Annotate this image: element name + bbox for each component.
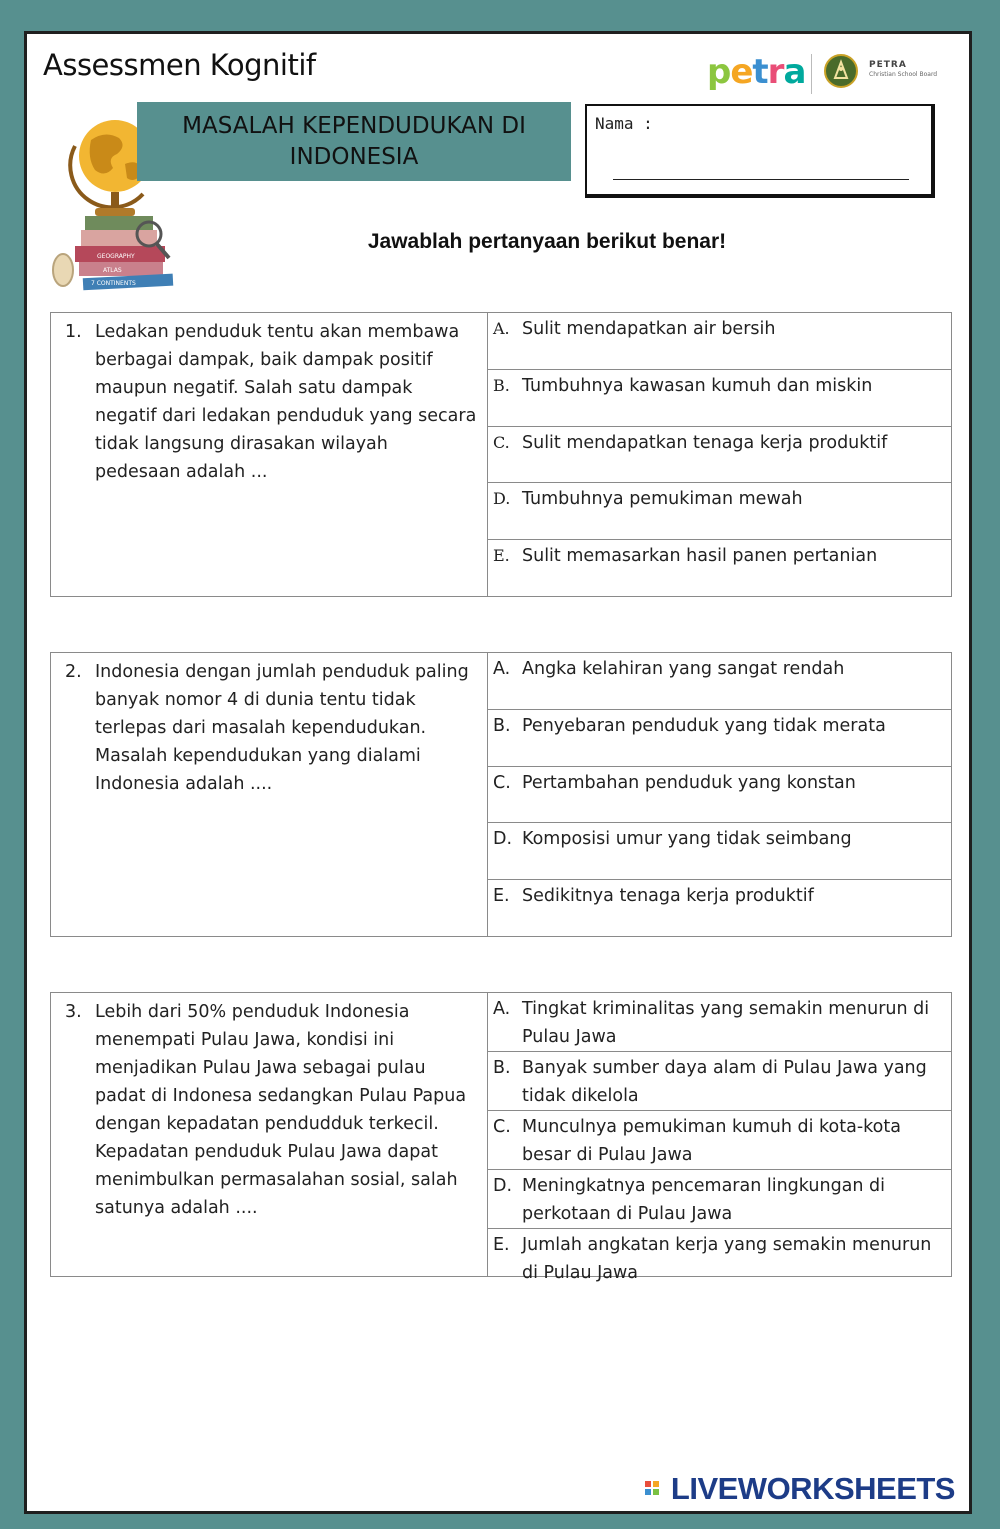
question-number: 2. bbox=[65, 662, 82, 682]
name-box bbox=[585, 104, 935, 198]
instruction-text: Jawablah pertanyaan berikut benar! bbox=[367, 230, 727, 253]
question-1-table bbox=[50, 312, 952, 597]
question-2-table bbox=[50, 652, 952, 937]
option-b[interactable]: B. Tumbuhnya kawasan kumuh dan miskin bbox=[488, 370, 951, 427]
topic-title-line-2: INDONESIA bbox=[289, 144, 419, 170]
option-e[interactable]: E. Sedikitnya tenaga kerja produktif bbox=[493, 886, 814, 907]
school-board-seal-icon bbox=[824, 54, 858, 88]
worksheet-title: Assessmen Kognitif bbox=[43, 48, 316, 82]
question-3-options bbox=[488, 993, 951, 1283]
option-d[interactable]: D. Meningkatnya pencemaran lingkungan di perkotaan di Pulau Jawa bbox=[488, 1170, 951, 1229]
option-c[interactable]: C. Sulit mendapatkan tenaga kerja produktif bbox=[488, 427, 951, 484]
option-d[interactable]: D. Tumbuhnya pemukiman mewah bbox=[488, 483, 951, 540]
book-title-atlas: ATLAS bbox=[103, 267, 122, 274]
book-title-continents: 7 CONTINENTS bbox=[91, 280, 136, 287]
option-e[interactable]: E. Sulit memasarkan hasil panen pertanian bbox=[493, 546, 878, 567]
liveworksheets-watermark: LIVEWORKSHEETS bbox=[645, 1471, 955, 1507]
worksheet-page bbox=[24, 31, 972, 1514]
question-text: Indonesia dengan jumlah penduduk paling banyak nomor 4 di dunia tentu tidak terlepas dari masalah kependudukan. Masalah kependudukan yang dialami Indonesia adalah .... bbox=[95, 662, 469, 794]
option-d[interactable]: D. Komposisi umur yang tidak seimbang bbox=[488, 823, 951, 880]
option-a[interactable]: A. Sulit mendapatkan air bersih bbox=[488, 313, 951, 370]
question-1-cell bbox=[51, 313, 488, 596]
topic-banner bbox=[137, 102, 571, 181]
question-text: Ledakan penduduk tentu akan membawa berbagai dampak, baik dampak positif maupun negatif. Salah satu dampak negatif dari ledakan penduduk yang secara tidak langsung dirasakan wilayah pedesaan adalah ... bbox=[95, 322, 477, 482]
school-board-name: PETRA Christian School Board bbox=[869, 60, 938, 78]
topic-title-line-1: MASALAH KEPENDUDUKAN DI bbox=[182, 113, 526, 139]
question-1-options bbox=[488, 313, 951, 596]
name-input-line[interactable] bbox=[613, 179, 909, 180]
option-b[interactable]: B. Banyak sumber daya alam di Pulau Jawa yang tidak dikelola bbox=[488, 1052, 951, 1111]
book-title-geography: GEOGRAPHY bbox=[97, 253, 135, 260]
option-b[interactable]: B. Penyebaran penduduk yang tidak merata bbox=[488, 710, 951, 767]
logo-divider bbox=[811, 54, 812, 94]
liveworksheets-logo-icon bbox=[645, 1479, 667, 1501]
question-2-options bbox=[488, 653, 951, 936]
option-c[interactable]: C. Munculnya pemukiman kumuh di kota-kota besar di Pulau Jawa bbox=[488, 1111, 951, 1170]
option-a[interactable]: A. Angka kelahiran yang sangat rendah bbox=[488, 653, 951, 710]
petra-logo: petra bbox=[707, 52, 806, 92]
question-number: 3. bbox=[65, 1002, 82, 1022]
question-2-cell bbox=[51, 653, 488, 936]
name-label: Nama : bbox=[595, 114, 653, 133]
question-number: 1. bbox=[65, 322, 82, 342]
option-c[interactable]: C. Pertambahan penduduk yang konstan bbox=[488, 767, 951, 824]
question-text: Lebih dari 50% penduduk Indonesia menempati Pulau Jawa, kondisi ini menjadikan Pulau Jawa sebagai pulau padat di Indonesa sedangkan Pulau Papua dengan kepadatan pendudduk terkecil. Kepadatan penduduk Pulau Jawa dapat menimbulkan permasalahan sosial, salah satunya adalah .... bbox=[95, 1002, 467, 1218]
question-3-table bbox=[50, 992, 952, 1283]
option-e[interactable]: E. Jumlah angkatan kerja yang semakin menurun di Pulau Jawa bbox=[493, 1235, 932, 1283]
question-3-cell bbox=[51, 993, 488, 1276]
option-a[interactable]: A. Tingkat kriminalitas yang semakin menurun di Pulau Jawa bbox=[488, 993, 951, 1052]
